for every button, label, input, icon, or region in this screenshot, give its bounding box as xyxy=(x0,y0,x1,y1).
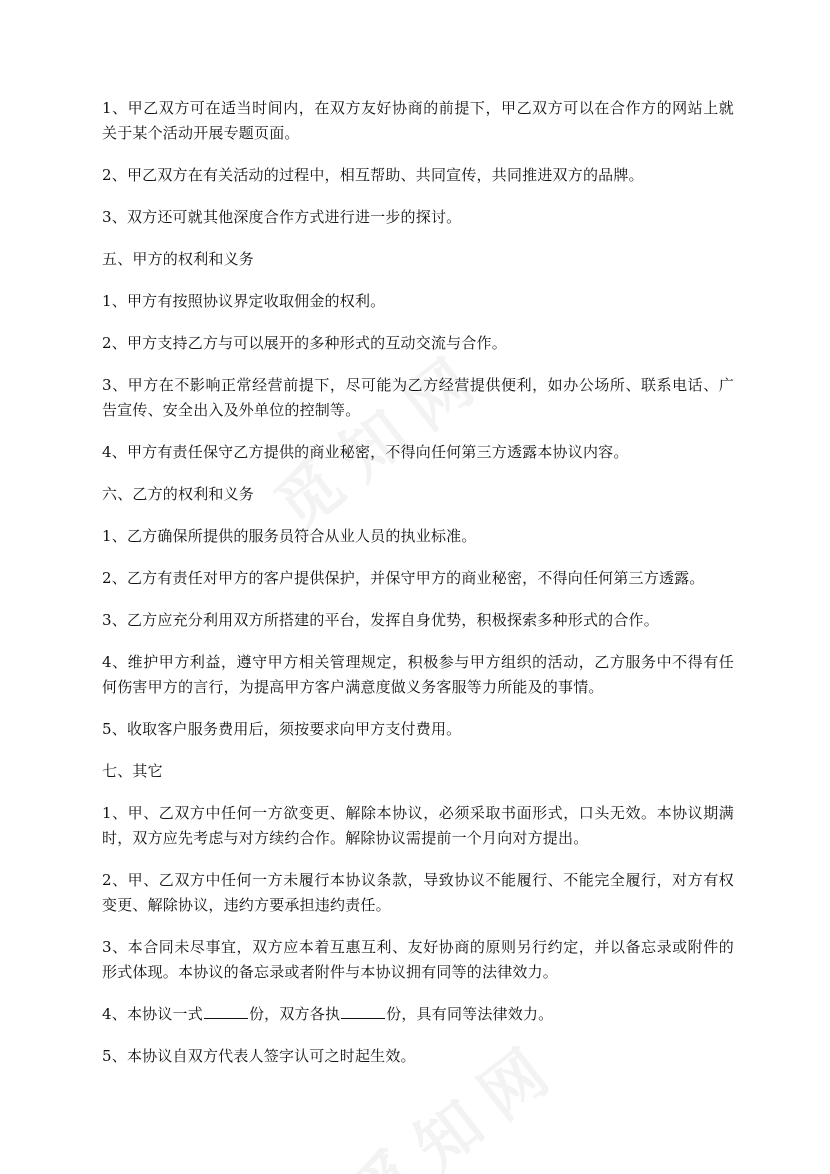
paragraph-7-2: 2、甲、乙双方中任何一方未履行本协议条款，导致协议不能履行、不能完全履行，对方有权变更、解除协议，违约方要承担违约责任。 xyxy=(102,871,734,914)
paragraph-6-2: 2、乙方有责任对甲方的客户提供保护，并保守甲方的商业秘密，不得向任何第三方透露。 xyxy=(102,569,705,587)
paragraph-6-3: 3、乙方应充分利用双方所搭建的平台，发挥自身优势，积极探索多种形式的合作。 xyxy=(102,611,659,629)
paragraph-7-1: 1、甲、乙双方中任何一方欲变更、解除本协议，必须采取书面形式，口头无效。本协议期满时，双方应先考虑与对方续约合作。解除协议需提前一个月向对方提出。 xyxy=(102,804,734,847)
paragraph-7-4 xyxy=(102,1002,734,1027)
section-heading-6: 六、乙方的权利和义务 xyxy=(102,485,255,503)
paragraph-5-1: 1、甲方有按照协议界定收取佣金的权利。 xyxy=(102,292,386,310)
copies-each-blank xyxy=(341,1003,385,1019)
paragraph-5-4: 4、甲方有责任保守乙方提供的商业秘密，不得向任何第三方透露本协议内容。 xyxy=(102,443,629,461)
copies-text-end: 份，具有同等法律效力。 xyxy=(386,1005,554,1023)
copies-total-blank xyxy=(204,1003,248,1019)
copies-text-start: 4、本协议一式 xyxy=(102,1005,203,1023)
paragraph-7-3: 3、本合同未尽事宜，双方应本着互惠互利、友好协商的原则另行约定，并以备忘录或附件的形式体现。本协议的备忘录或者附件与本协议拥有同等的法律效力。 xyxy=(102,938,734,981)
document-body xyxy=(102,96,734,1086)
paragraph-6-1: 1、乙方确保所提供的服务员符合从业人员的执业标准。 xyxy=(102,527,477,545)
paragraph-5-3: 3、甲方在不影响正常经营前提下，尽可能为乙方经营提供便利，如办公场所、联系电话、广告宣传、安全出入及外单位的控制等。 xyxy=(102,376,734,419)
paragraph-7-5: 5、本协议自双方代表人签字认可之时起生效。 xyxy=(102,1047,416,1065)
section-heading-5: 五、甲方的权利和义务 xyxy=(102,250,255,268)
paragraph-4-1: 1、甲乙双方可在适当时间内，在双方友好协商的前提下，甲乙双方可以在合作方的网站上就关于某个活动开展专题页面。 xyxy=(102,99,734,142)
paragraph-4-3: 3、双方还可就其他深度合作方式进行进一步的探讨。 xyxy=(102,208,462,226)
section-heading-7: 七、其它 xyxy=(102,762,163,780)
paragraph-6-5: 5、收取客户服务费用后，须按要求向甲方支付费用。 xyxy=(102,720,462,738)
copies-text-middle: 份，双方各执 xyxy=(248,1005,341,1023)
paragraph-5-2: 2、甲方支持乙方与可以展开的多种形式的互动交流与合作。 xyxy=(102,334,507,352)
paragraph-4-2: 2、甲乙双方在有关活动的过程中，相互帮助、共同宣传，共同推进双方的品牌。 xyxy=(102,166,644,184)
paragraph-6-4: 4、维护甲方利益，遵守甲方相关管理规定，积极参与甲方组织的活动，乙方服务中不得有任何伤害甲方的言行，为提高甲方客户满意度做义务客服等力所能及的事情。 xyxy=(102,653,734,696)
